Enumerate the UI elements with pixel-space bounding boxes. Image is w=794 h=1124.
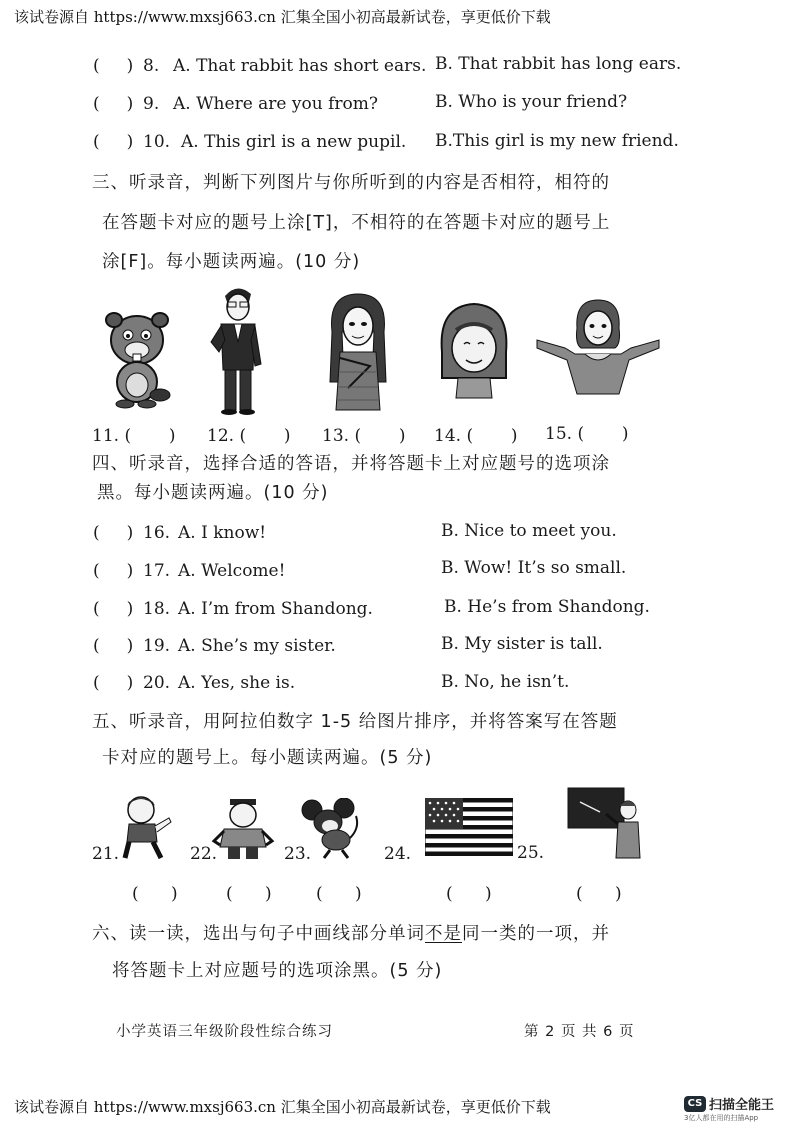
answer-paren-22: ( ) bbox=[226, 884, 272, 904]
boy-running-picture bbox=[117, 794, 173, 862]
question-number: 10. bbox=[143, 132, 171, 152]
question-number: 8. bbox=[143, 56, 160, 76]
option-b: B. No, he isn’t. bbox=[441, 672, 570, 692]
option-b: B. That rabbit has long ears. bbox=[435, 54, 682, 74]
section3-instruction-2: 在答题卡对应的题号上涂[T]，不相符的在答题卡对应的题号上 bbox=[102, 213, 611, 233]
section5-instruction-1: 五、听录音，用阿拉伯数字 1-5 给图片排序，并将答案写在答题 bbox=[92, 712, 618, 732]
section3-instruction-1: 三、听录音，判断下列图片与你所听到的内容是否相符，相符的 bbox=[92, 173, 610, 193]
option-a: A. That rabbit has short ears. bbox=[173, 56, 427, 76]
option-b: B.This girl is my new friend. bbox=[435, 131, 679, 151]
underlined-not: 不是 bbox=[425, 924, 462, 944]
answer-paren: ( ) bbox=[93, 94, 134, 114]
answer-paren-25: ( ) bbox=[576, 884, 622, 904]
section5-instruction-2: 卡对应的题号上。每小题读两遍。(5 分) bbox=[102, 748, 433, 768]
american-flag-picture bbox=[425, 798, 513, 856]
question-13-label: 13. ( ) bbox=[322, 426, 406, 446]
teacher-blackboard-picture bbox=[566, 786, 646, 860]
option-b: B. Nice to meet you. bbox=[441, 521, 617, 541]
option-a: A. Yes, she is. bbox=[178, 673, 296, 693]
question-12-label: 12. ( ) bbox=[207, 426, 291, 446]
girl-picture bbox=[318, 292, 396, 414]
answer-paren: ( ) bbox=[93, 523, 134, 543]
option-b: B. He’s from Shandong. bbox=[444, 597, 650, 617]
camscanner-slogan: 3亿人都在用的扫描App bbox=[684, 1114, 759, 1122]
question-number: 19. bbox=[143, 636, 171, 656]
question-15-label: 15. ( ) bbox=[545, 424, 629, 444]
page-number: 第 2 页 共 6 页 bbox=[524, 1024, 635, 1040]
section4-instruction-2: 黑。每小题读两遍。(10 分) bbox=[97, 483, 329, 503]
section6-instruction-2: 将答题卡上对应题号的选项涂黑。(5 分) bbox=[112, 961, 443, 981]
camscanner-logo-icon: CS bbox=[684, 1096, 706, 1112]
answer-paren: ( ) bbox=[93, 599, 134, 619]
boy-standing-picture bbox=[210, 797, 276, 861]
question-24-label: 24. bbox=[384, 844, 412, 864]
answer-paren: ( ) bbox=[93, 636, 134, 656]
question-22-label: 22. bbox=[190, 844, 218, 864]
option-a: A. I’m from Shandong. bbox=[178, 599, 373, 619]
option-a: A. This girl is a new pupil. bbox=[181, 132, 407, 152]
man-picture bbox=[207, 282, 267, 417]
answer-paren: ( ) bbox=[93, 132, 134, 152]
section4-instruction-1: 四、听录音，选择合适的答语，并将答题卡上对应题号的选项涂 bbox=[92, 454, 610, 474]
answer-paren-23: ( ) bbox=[316, 884, 362, 904]
answer-paren-21: ( ) bbox=[132, 884, 178, 904]
camscanner-name: 扫描全能王 bbox=[709, 1098, 775, 1113]
option-b: B. Who is your friend? bbox=[435, 92, 628, 112]
option-b: B. Wow! It’s so small. bbox=[441, 558, 627, 578]
section6-instruction-1: 六、读一读，选出与句子中画线部分单词不是同一类的一项，并 bbox=[92, 924, 610, 944]
question-21-label: 21. bbox=[92, 844, 120, 864]
footer-title: 小学英语三年级阶段性综合练习 bbox=[116, 1024, 333, 1040]
question-number: 20. bbox=[143, 673, 171, 693]
beaver-picture bbox=[100, 300, 175, 410]
answer-paren: ( ) bbox=[93, 673, 134, 693]
answer-paren: ( ) bbox=[93, 561, 134, 581]
question-23-label: 23. bbox=[284, 844, 312, 864]
question-number: 18. bbox=[143, 599, 171, 619]
bottom-banner: 该试卷源自 https://www.mxsj663.cn 汇集全国小初高最新试卷，享更低价下载 bbox=[14, 1098, 551, 1116]
woman-picture bbox=[535, 296, 661, 396]
option-a: A. I know! bbox=[178, 523, 267, 543]
question-number: 16. bbox=[143, 523, 171, 543]
question-11-label: 11. ( ) bbox=[92, 426, 176, 446]
question-25-label: 25. bbox=[517, 843, 545, 863]
question-14-label: 14. ( ) bbox=[434, 426, 518, 446]
option-a: A. Where are you from? bbox=[173, 94, 378, 114]
question-number: 9. bbox=[143, 94, 160, 114]
section3-instruction-3: 涂[F]。每小题读两遍。(10 分) bbox=[102, 252, 361, 272]
grandmother-picture bbox=[436, 300, 512, 400]
top-banner: 该试卷源自 https://www.mxsj663.cn 汇集全国小初高最新试卷，享更低价下载 bbox=[14, 8, 551, 26]
mouse-picture bbox=[300, 798, 362, 860]
answer-paren-24: ( ) bbox=[446, 884, 492, 904]
answer-paren: ( ) bbox=[93, 56, 134, 76]
option-a: A. Welcome! bbox=[178, 561, 286, 581]
question-number: 17. bbox=[143, 561, 171, 581]
option-a: A. She’s my sister. bbox=[178, 636, 336, 656]
option-b: B. My sister is tall. bbox=[441, 634, 603, 654]
